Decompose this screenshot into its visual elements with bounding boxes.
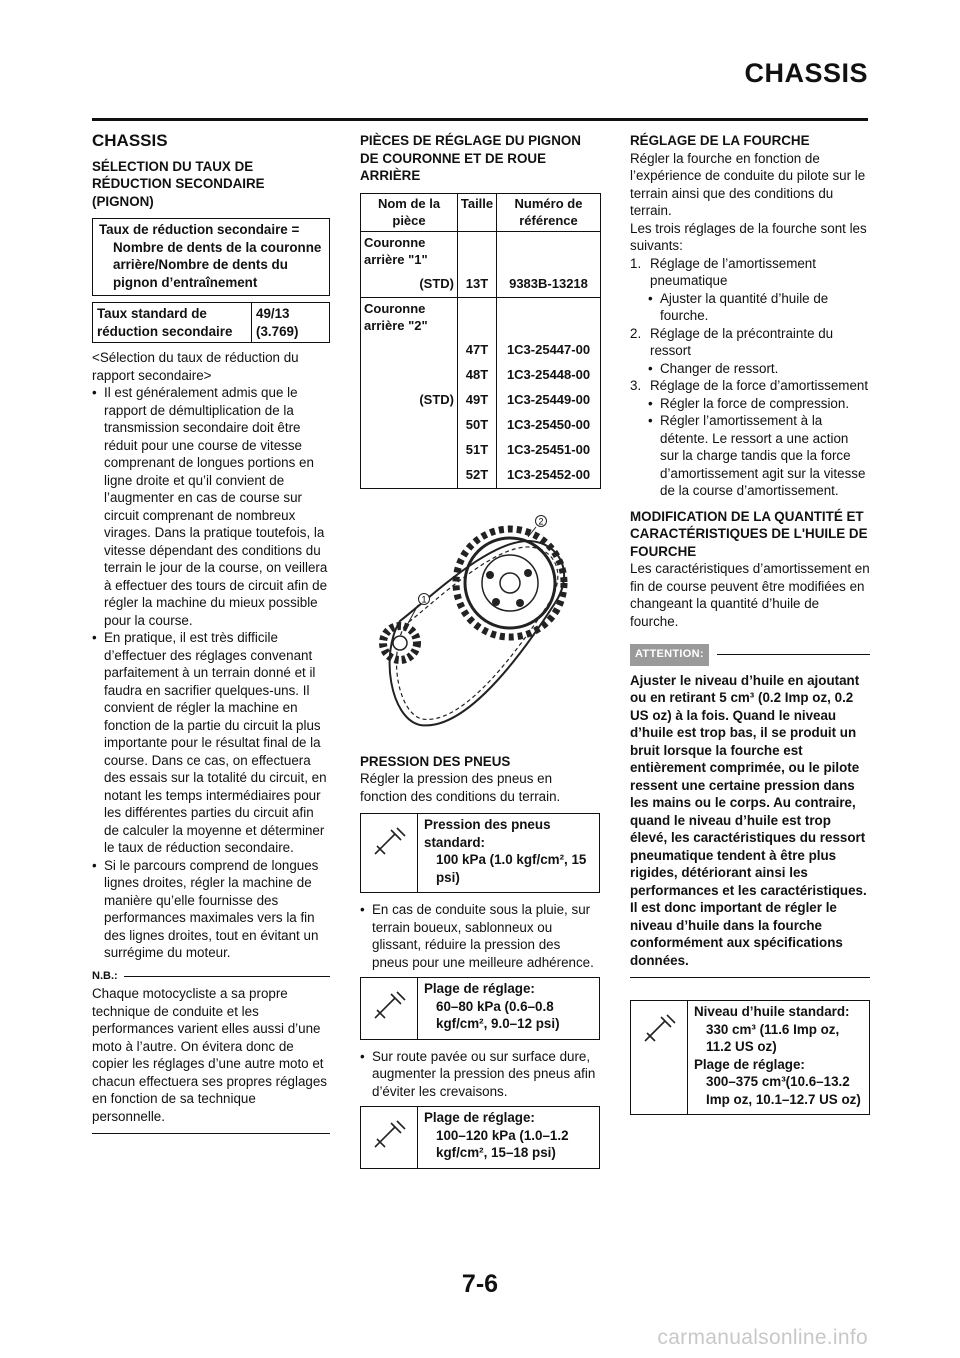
table-row: (STD) 49T 1C3-25449-00: [361, 388, 601, 413]
group-1-name: Couronne arrière "1": [361, 231, 458, 272]
fork-section-title: RÉGLAGE DE LA FOURCHE: [630, 133, 810, 148]
nb-label: N.B.:: [92, 969, 118, 982]
wrench-icon: [631, 1001, 688, 1114]
list-item: • Sur route pavée ou sur surface dure, augmenter la pression des pneus afin d’éviter les crevaisons.: [360, 1048, 600, 1101]
spec-box-low-range: [360, 977, 600, 1040]
selection-intro: <Sélection du taux de réduction du rapport secondaire>: [92, 350, 299, 383]
table-cell: (STD): [361, 272, 458, 298]
wrench-icon: [361, 814, 418, 892]
table-row: 47T 1C3-25447-00: [361, 338, 601, 363]
list-item: 2. Réglage de la précontrainte du ressort • Changer de ressort.: [630, 325, 870, 378]
fork-adjustments-list: [630, 255, 870, 500]
nb-rule: [124, 976, 330, 977]
callout-1-label: 1: [421, 594, 427, 604]
spec-label: Niveau d’huile standard:: [694, 1004, 850, 1019]
spec-value: 100–120 kPa (1.0–1.2 kgf/cm², 15–18 psi): [436, 1127, 569, 1160]
spec-label: Pression des pneus standard:: [424, 817, 551, 850]
attention-header: [630, 644, 870, 666]
attention-rule: [717, 654, 870, 655]
group-2-name: Couronne arrière "2": [361, 297, 458, 338]
column-3: [630, 128, 870, 1115]
list-item: • Il est généralement admis que le rapport de démultiplication de la transmission secondaire doit être réduit pour une course de vitesse comprenant de longues portions en ligne droite et qu’il convient de l’augmenter en cas de course sur circuit comprenant de nombreux virages. Dans la pratique toutefois, la vitesse dépendant des conditions du terrain le jour de la course, on veillera à effectuer des tours de circuit afin de régler la machine du mieux possible pour la course.: [92, 384, 330, 629]
spec-label: Plage de réglage:: [694, 1056, 805, 1072]
header-rule: [92, 118, 868, 121]
callout-2-label: 2: [538, 516, 544, 526]
attention-end-rule: [630, 977, 870, 978]
table-cell: 13T: [458, 272, 497, 298]
formula-line-1: Taux de réduction secondaire =: [99, 222, 300, 237]
spec-value: 100 kPa (1.0 kgf/cm², 15 psi): [436, 852, 587, 885]
page-number: 7-6: [461, 1270, 499, 1298]
spec-value: 330 cm³ (11.6 Imp oz, 11.2 US oz): [706, 1021, 840, 1054]
attention-text: Ajuster le niveau d’huile en ajoutant ou en retirant 5 cm³ (0.2 Imp oz, 0.2 US oz) à la fois. Quand le niveau d’huile est trop bas, il se produit un bruit lorsque la fourche est entièrement comprimée, ou le pilote ressent une certaine pression dans les mains ou le corps. Au contraire, quand le niveau d’huile est trop élevé, les caractéristiques du ressort pneumatique tendent à être plus rigides, détériorant ainsi les performances et les caractéristiques. Il est donc important de régler le niveau d’huile dans la fourche conformément aux spécifications données.: [630, 672, 867, 968]
standard-ratio-table: [92, 302, 330, 343]
list-item: • Si le parcours comprend de longues lignes droites, régler la machine de manière qu’elle fournisse des performances maximales vers la fin des lignes droites, tout en évitant un surrégime du moteur.: [92, 857, 330, 962]
selection-bullets: [92, 384, 330, 962]
table-row: 51T 1C3-25451-00: [361, 438, 601, 463]
pressure-bullet-2: [360, 1048, 600, 1101]
parts-table: [360, 193, 601, 489]
sprocket-chain-figure: [360, 503, 600, 739]
attention-badge: ATTENTION:: [630, 644, 709, 666]
parts-header-name: Nom de la pièce: [361, 193, 458, 231]
spec-label: Plage de réglage:: [424, 981, 535, 996]
table-cell: 9383B-13218: [497, 272, 601, 298]
wrench-icon: [361, 1107, 418, 1168]
table-row: 52T 1C3-25452-00: [361, 463, 601, 489]
pressure-bullet-1: [360, 901, 600, 971]
standard-ratio-value: 49/13 (3.769): [252, 303, 330, 343]
section-title: CHASSIS: [92, 131, 168, 150]
nb-text: Chaque motocycliste a sa propre technique de conduite et les performances varient elles aussi d’une moto à l’autre. On évitera donc de copier les réglages d’une autre moto et chacun effectuera ses propres réglages en fonction de sa technique personnelle.: [92, 986, 327, 1124]
drive-sprocket-icon: [383, 626, 417, 660]
list-item: • En cas de conduite sous la pluie, sur terrain boueux, sablonneux ou glissant, réduire la pression des pneus pour une meilleure adhérence.: [360, 901, 600, 971]
watermark: carmanualsonline.info: [657, 1326, 868, 1349]
fork-intro-2: Les trois réglages de la fourche sont les suivants:: [630, 220, 867, 253]
spec-value: 60–80 kPa (0.6–0.8 kgf/cm², 9.0–12 psi): [436, 998, 560, 1031]
list-item: 1. Réglage de l’amortissement pneumatique • Ajuster la quantité d’huile de fourche.: [630, 255, 870, 325]
column-1: [92, 128, 330, 1134]
list-item: • En pratique, il est très difficile d’effectuer des réglages convenant parfaitement à un terrain donné et il faudra en sacrifier quelques-uns. Il convient de régler la machine en fonction de la partie du circuit la plus importante pour le résultat final de la course. Dans ce cas, on effectuera des essais sur la totalité du circuit, en notant les temps intermédiaires pour les différentes parties du circuit afin de calculer la moyenne et déterminer le taux de réduction secondaire.: [92, 629, 330, 857]
tire-pressure-intro: Régler la pression des pneus en fonction des conditions du terrain.: [360, 771, 561, 804]
column-2: [360, 128, 600, 1169]
oil-modification-title: MODIFICATION DE LA QUANTITÉ ET CARACTÉRISTIQUES DE L'HUILE DE FOURCHE: [630, 508, 868, 559]
oil-modification-text: Les caractéristiques d’amortissement en fin de course peuvent être modifiées en changeant la quantité d’huile de fourche.: [630, 561, 870, 629]
tire-pressure-title: PRESSION DES PNEUS: [360, 753, 511, 769]
sprocket-chain-illustration: [360, 503, 600, 739]
subsection-title: SÉLECTION DU TAUX DE RÉDUCTION SECONDAIRE (PIGNON): [92, 158, 265, 209]
nb-header: [92, 968, 330, 986]
page-header-title: CHASSIS: [744, 58, 868, 88]
table-row: 50T 1C3-25450-00: [361, 413, 601, 438]
spec-box-high-range: [360, 1106, 600, 1169]
parts-header-ref: Numéro de référence: [497, 193, 601, 231]
parts-section-title: PIÈCES DE RÉGLAGE DU PIGNON DE COURONNE ET DE ROUE ARRIÈRE: [360, 133, 581, 183]
nb-end-rule: [92, 1133, 330, 1134]
parts-header-size: Taille: [458, 193, 497, 231]
formula-line-2: Nombre de dents de la couronne arrière/Nombre de dents du pignon d’entraînement: [113, 239, 322, 290]
spec-box-standard-pressure: [360, 813, 600, 893]
list-item: 3. Réglage de la force d’amortissement • Régler la force de compression. • Régler l’amortissement à la détente. Le ressort a une action sur la charge tandis que la force d’amortissement agit sur la vitesse de la course d’amortissement.: [630, 377, 870, 500]
spec-value: 300–375 cm³(10.6–13.2 Imp oz, 10.1–12.7 US oz): [706, 1074, 861, 1107]
standard-ratio-label: Taux standard de réduction secondaire: [93, 303, 252, 343]
spec-box-oil-level: [630, 1000, 870, 1115]
formula-box: [92, 218, 330, 296]
fork-intro-1: Régler la fourche en fonction de l’expérience de conduite du pilote sur le terrain ainsi que des conditions du terrain.: [630, 150, 866, 218]
spec-label: Plage de réglage:: [424, 1110, 535, 1125]
wrench-icon: [361, 978, 418, 1039]
table-row: 48T 1C3-25448-00: [361, 363, 601, 388]
